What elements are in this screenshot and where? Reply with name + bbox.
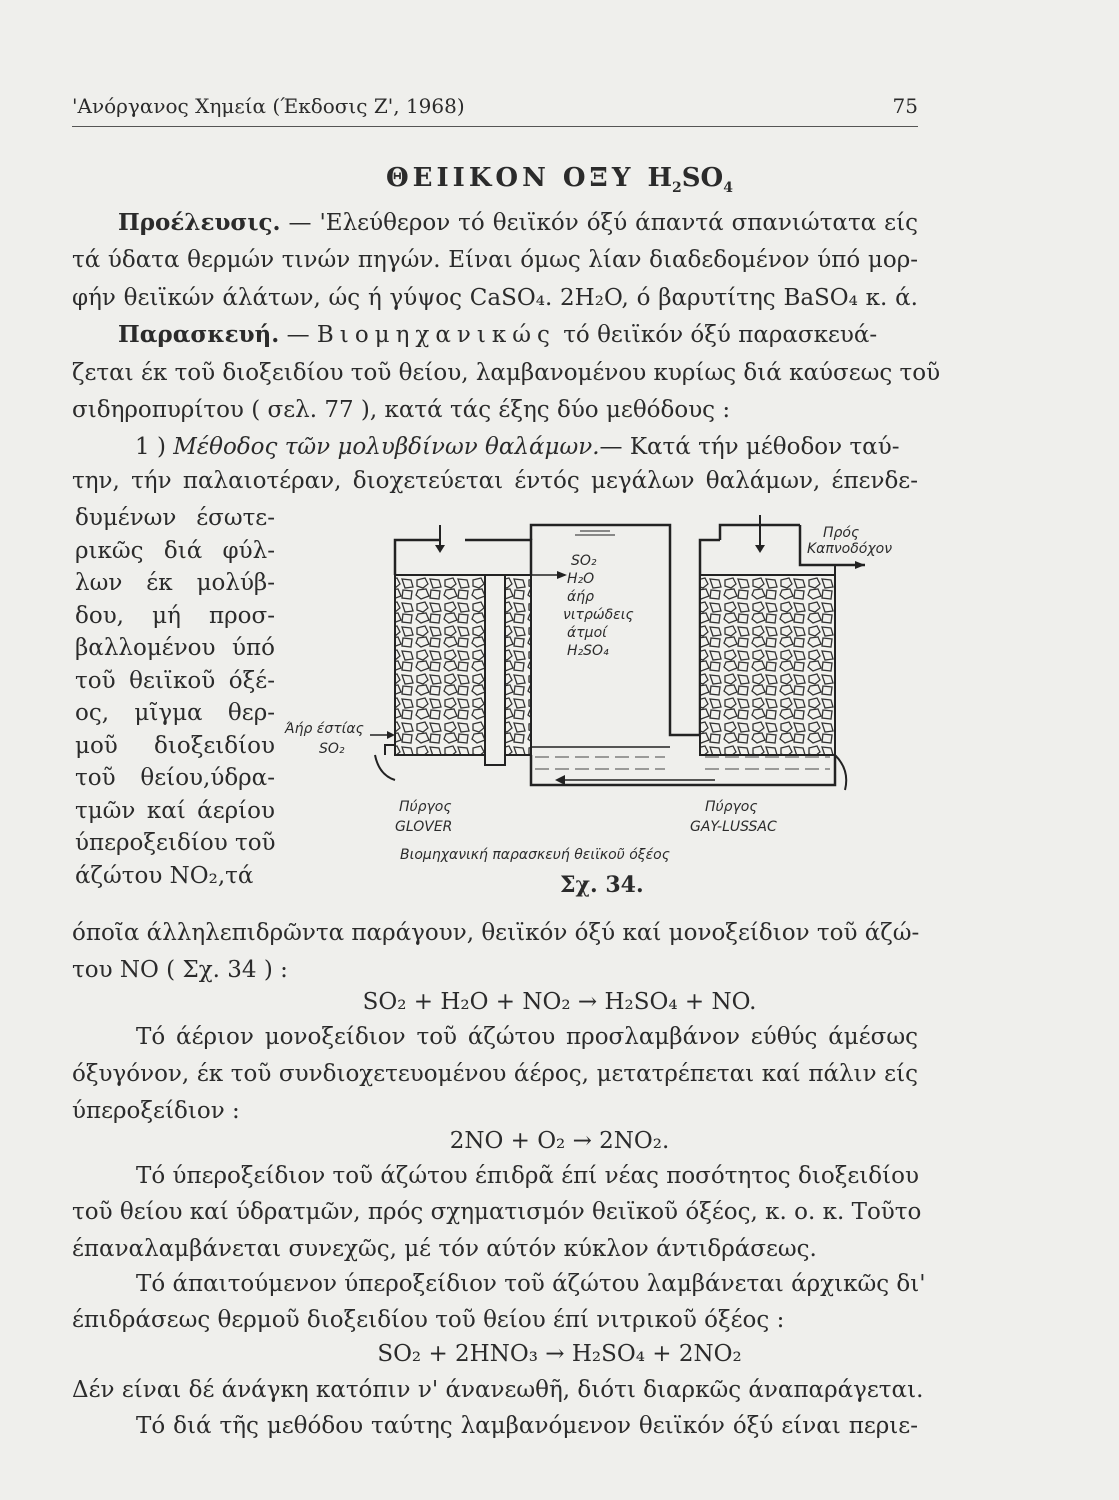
gas-so2: SO₂ — [571, 553, 597, 569]
after-line-2: του NO ( Σχ. 34 ) : — [72, 957, 288, 983]
p5-line: Δέν είναι δέ άνάγκη κατόπιν ν' άνανεωθῆ, διότι διαρκῶς άναπαράγεται. — [72, 1377, 924, 1403]
prep-line-1 — [118, 320, 918, 350]
origin-line-1 — [118, 208, 918, 238]
p2-line-3: ύπεροξείδιον : — [72, 1098, 240, 1124]
side-text-line: δυμένων έσωτε- — [75, 505, 275, 531]
gas-h2o: H₂O — [567, 571, 595, 587]
side-text-line: τοῦ θείου,ύδρα- — [75, 765, 275, 791]
title-text: ΘΕΙΙΚΟΝ ΟΞΥ — [386, 163, 648, 193]
prep-spaced-word: Βιομηχανικώς — [316, 322, 556, 348]
running-header — [72, 92, 918, 127]
page-number: 75 — [892, 94, 918, 118]
prep-dash: — — [279, 322, 317, 348]
p2-line-1: Τό άέριον μονοξείδιον τοῦ άζώτου προσλαμβάνον εύθύς άμέσως — [136, 1024, 918, 1050]
side-text-line: τμῶν καί άερίου — [75, 797, 275, 824]
method-rest: — Κατά τήν μέθοδον ταύ- — [599, 434, 900, 460]
label-chimney-2: Καπνοδόχον — [807, 541, 893, 557]
side-text-line: ρικῶς διά φύλ- — [75, 537, 275, 564]
side-text-line: λων έκ μολύβ- — [75, 570, 275, 596]
prep-line-4 — [135, 432, 918, 462]
gas-air: άήρ — [567, 589, 594, 605]
side-text-line: τοῦ θειϊκοῦ όξέ- — [75, 667, 275, 694]
figure-caption: Σχ. 34. — [560, 872, 644, 898]
side-text-line: ύπεροξειδίου τοῦ — [75, 830, 276, 856]
label-chimney-1: Πρός — [823, 525, 860, 541]
section-title — [0, 163, 1119, 196]
p4-line-2: έπιδράσεως θερμοῦ διοξειδίου τοῦ θείου έπί νιτρικοῦ όξέος : — [72, 1307, 785, 1333]
equation-1: SO₂ + H₂O + NO₂ → H₂SO₄ + NO. — [362, 989, 757, 1015]
origin-heading: Προέλευσις. — [118, 209, 281, 236]
formula-sub-4: 4 — [723, 180, 733, 197]
formula-so: SO — [681, 163, 724, 193]
tower2-name: Πύργος — [705, 799, 758, 815]
p3-line-2: τοῦ θείου καί ύδρατμῶν, πρός σχηματισμόν θειϊκοῦ όξέος, κ. ο. κ. Τοῦτο — [72, 1199, 922, 1225]
side-text-line: άζώτου NO₂,τά — [75, 862, 254, 889]
prep-line-5: την, τήν παλαιοτέραν, διοχετεύεται έντός μεγάλων θαλάμων, έπενδε- — [72, 468, 918, 494]
after-line-1: όποῖα άλληλεπιδρῶντα παράγουν, θειϊκόν όξύ καί μονοξείδιον τοῦ άζώ- — [72, 920, 920, 946]
p3-line-1: Τό ύπεροξείδιον τοῦ άζώτου έπιδρᾶ έπί νέας ποσότητος διοξειδίου — [136, 1163, 919, 1189]
so2-label: SO₂ — [319, 741, 345, 757]
equation-2: 2NO + O₂ → 2NO₂. — [449, 1128, 670, 1154]
origin-line-3: φήν θειϊκών άλάτων, ώς ή γύψος CaSO₄. 2H₂O, ό βαρυτίτης BaSO₄ κ. ά. — [72, 285, 918, 311]
formula-h: H — [647, 163, 673, 193]
p2-line-2: όξυγόνον, έκ τοῦ συνδιοχετευομένου άέρος, μετατρέπεται καί πάλιν είς — [72, 1061, 918, 1087]
p3-line-3: έπαναλαμβάνεται συνεχῶς, μέ τόν αύτόν κύκλον άντιδράσεως. — [72, 1236, 817, 1262]
method-name: Μέθοδος τῶν μολυβδίνων θαλάμων. — [173, 434, 600, 460]
title-formula — [647, 163, 733, 197]
tower1-name: Πύργος — [399, 799, 452, 815]
prep-text-1: τό θειϊκόν όξύ παρασκευά- — [555, 322, 878, 348]
gas-nitrous: νιτρώδεις — [563, 607, 634, 623]
side-text-line: ος, μῖγμα θερ- — [75, 700, 275, 726]
p6-line: Τό διά τῆς μεθόδου ταύτης λαμβανόμενον θειϊκόν όξύ είναι περιε- — [136, 1413, 918, 1439]
prep-line-3: σιδηροπυρίτου ( σελ. 77 ), κατά τάς έξης δύο μεθόδους : — [72, 397, 731, 423]
equation-3: SO₂ + 2HNO₃ → H₂SO₄ + 2NO₂ — [377, 1341, 742, 1367]
formula-sub-2: 2 — [672, 180, 682, 197]
glover-tower — [395, 525, 531, 765]
figure-subtitle: Βιομηχανική παρασκευή θειϊκοῦ όξέος — [400, 847, 670, 863]
prep-heading: Παρασκευή. — [118, 321, 280, 348]
tower1-glover: GLOVER — [395, 819, 453, 835]
tower2-gay-lussac: GAY-LUSSAC — [690, 819, 777, 835]
gas-vapors: άτμοί — [567, 625, 607, 641]
origin-line-2: τά ύδατα θερμών τινών πηγών. Είναι όμως λίαν διαδεδομένον ύπό μορ- — [72, 247, 918, 273]
prep-line-2: ζεται έκ τοῦ διοξειδίου τοῦ θείου, λαμβανομένου κυρίως διά καύσεως τοῦ — [72, 360, 941, 386]
chamber-process-diagram — [275, 505, 935, 875]
origin-text-1: — 'Ελεύθερον τό θειϊκόν όξύ άπαντά σπανιώτατα είς — [280, 210, 918, 236]
side-text-line: βαλλομένου ύπό — [75, 635, 275, 661]
p4-line-1: Τό άπαιτούμενον ύπεροξείδιον τοῦ άζώτου λαμβάνεται άρχικῶς δι' — [136, 1271, 926, 1297]
method-number: 1 ) — [135, 434, 174, 460]
gas-h2so4: H₂SO₄ — [567, 643, 609, 659]
air-label: Άήρ έστίας — [285, 721, 364, 737]
side-text-line: μοῦ διοξειδίου — [75, 732, 275, 759]
header-title: 'Ανόργανος Χημεία (Έκδοσις Ζ', 1968) — [72, 94, 465, 118]
side-text-line: δου, μή προσ- — [75, 602, 275, 629]
